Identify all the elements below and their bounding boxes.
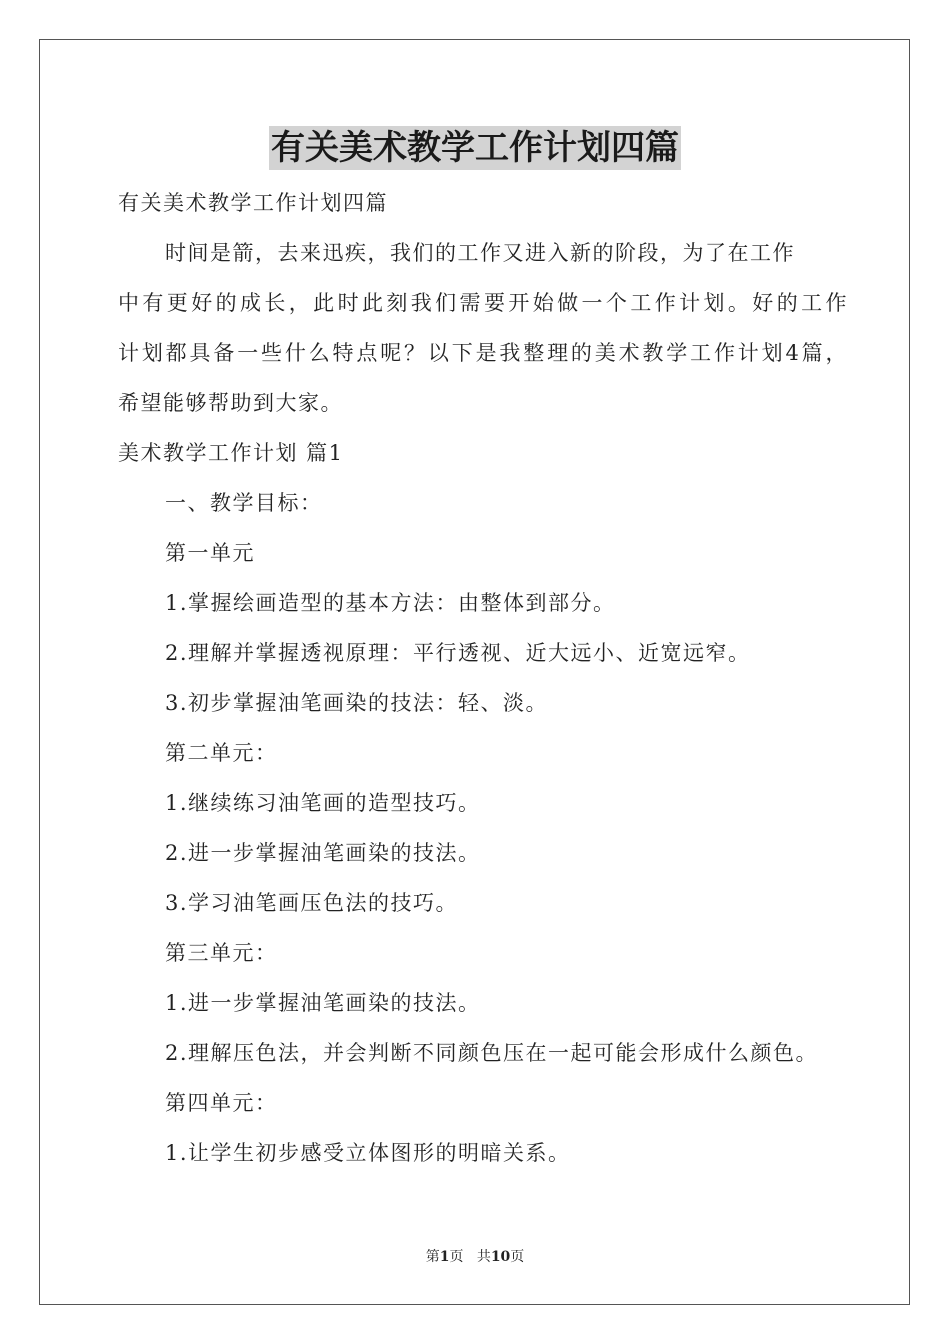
unit-2-item-1: 1.继续练习油笔画的造型技巧。: [165, 791, 481, 815]
footer-total-pages: 10: [490, 1249, 511, 1265]
unit-2-heading: 第二单元：: [165, 741, 278, 765]
footer-page-unit: 页: [449, 1249, 464, 1265]
unit-1-item-2: 2.理解并掌握透视原理：平行透视、近大远小、近宽远窄。: [165, 641, 751, 665]
intro-line-4: 希望能够帮助到大家。: [118, 391, 343, 415]
footer-total-prefix: 共: [476, 1249, 491, 1265]
page-footer: [0, 1246, 950, 1266]
unit-3-item-1: 1.进一步掌握油笔画染的技法。: [165, 991, 481, 1015]
footer-page-number: 1: [439, 1249, 450, 1265]
unit-1-heading: 第一单元: [165, 541, 255, 565]
unit-1-item-3: 3.初步掌握油笔画染的技法：轻、淡。: [165, 691, 549, 715]
footer-total-unit: 页: [510, 1249, 525, 1265]
intro-line-3: 计划都具备一些什么特点呢？以下是我整理的美术教学工作计划4篇，: [118, 341, 848, 365]
unit-1-item-1: 1.掌握绘画造型的基本方法：由整体到部分。: [165, 591, 616, 615]
intro-line-2: 中有更好的成长，此时此刻我们需要开始做一个工作计划。好的工作: [118, 291, 848, 315]
footer-page-prefix: 第: [425, 1249, 440, 1265]
intro-line-1: 时间是箭，去来迅疾，我们的工作又进入新的阶段，为了在工作: [165, 241, 795, 265]
title-wrap: [0, 126, 950, 170]
document-title: 有关美术教学工作计划四篇: [271, 128, 679, 168]
unit-2-item-2: 2.进一步掌握油笔画染的技法。: [165, 841, 481, 865]
unit-4-heading: 第四单元：: [165, 1091, 278, 1115]
objectives-heading: 一、教学目标：: [165, 491, 323, 515]
document-body: [118, 178, 848, 1178]
unit-3-heading: 第三单元：: [165, 941, 278, 965]
unit-4-item-1: 1.让学生初步感受立体图形的明暗关系。: [165, 1141, 571, 1165]
section-heading: 美术教学工作计划 篇1: [118, 441, 344, 465]
unit-3-item-2: 2.理解压色法，并会判断不同颜色压在一起可能会形成什么颜色。: [165, 1041, 819, 1065]
unit-2-item-3: 3.学习油笔画压色法的技巧。: [165, 891, 459, 915]
document-subtitle: 有关美术教学工作计划四篇: [118, 191, 388, 215]
